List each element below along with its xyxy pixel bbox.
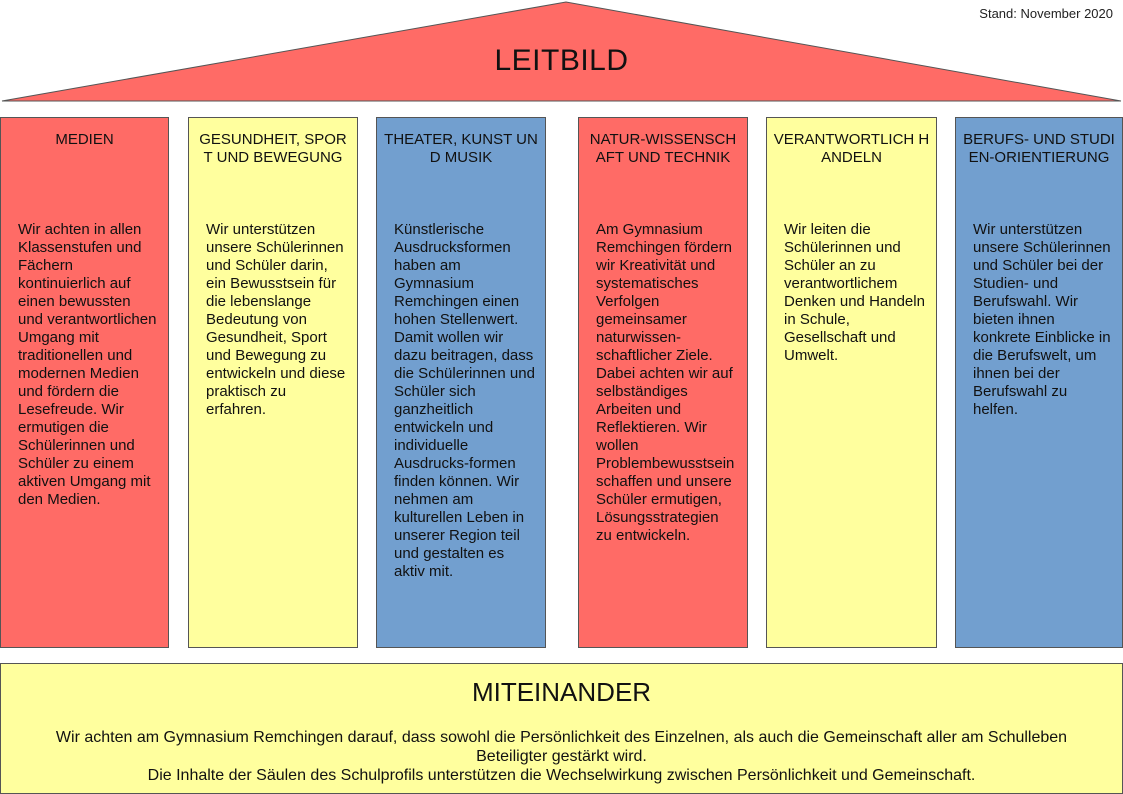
pillar-text: Wir achten in allen Klassenstufen und Fächern kontinuierlich auf einen bewussten und verantwortlichen Umgang mit traditionellen und modernen Medien und fördern die Lesefreude. Wir ermutigen die Schülerinnen und Schüler zu einem aktiven Umgang mit den Medien. <box>18 221 157 508</box>
pillar-text: Am Gymnasium Remchingen fördern wir Kreativität und systematisches Verfolgen gemeinsamer naturwissen-schaftlicher Ziele. Dabei achten wir auf selbständiges Arbeiten und Reflektieren. Wir wollen Problembewusstsein schaffen und unsere Schüler ermutigen, Lösungsstrategien zu entwickeln. <box>596 221 735 544</box>
pillar-medien <box>0 117 169 648</box>
base-line-2: Die Inhalte der Säulen des Schulprofils unterstützen die Wechselwirkung zwischen Persönlichkeit und Gemeinschaft. <box>147 767 976 784</box>
base-text <box>41 728 1082 785</box>
roof-title: LEITBILD <box>494 44 629 77</box>
base-line-1: Wir achten am Gymnasium Remchingen darauf, dass sowohl die Persönlichkeit des Einzelnen, als auch die Gemeinschaft aller am Schulleben Beteiligter gestärkt wird. <box>55 729 1068 765</box>
pillar-text: Wir leiten die Schülerinnen und Schüler an zu verantwortlichem Denken und Handeln in Schule, Gesellschaft und Umwelt. <box>784 221 925 364</box>
pillar-verantwortlich <box>766 117 937 648</box>
pillar-title: THEATER, KUNST UND MUSIK <box>384 131 538 166</box>
stand-date: Stand: November 2020 <box>979 6 1113 21</box>
pillar-title: NATUR-WISSENSCHAFT UND TECHNIK <box>589 131 737 166</box>
base-title: MITEINANDER <box>471 677 652 707</box>
pillar-title: VERANTWORTLICH HANDELN <box>773 131 930 166</box>
pillar-berufsorientierung <box>955 117 1123 648</box>
pillar-gesundheit <box>188 117 358 648</box>
pillar-text: Wir unterstützen unsere Schülerinnen und Schüler darin, ein Bewusstsein für die lebenslange Bedeutung von Gesundheit, Sport und Bewegung zu entwickeln und diese praktisch zu erfahren. <box>206 221 346 418</box>
pillar-naturwissenschaft <box>578 117 748 648</box>
pillar-theater <box>376 117 546 648</box>
pillar-title: BERUFS- UND STUDIEN-ORIENTIERUNG <box>963 131 1115 166</box>
pillar-text: Künstlerische Ausdrucksformen haben am Gymnasium Remchingen einen hohen Stellenwert. Damit wollen wir dazu beitragen, dass die Schülerinnen und Schüler sich ganzheitlich entwickeln und individuelle Ausdrucks-formen finden können. Wir nehmen am kulturellen Leben in unserer Region teil und gestalten es aktiv mit. <box>394 221 535 580</box>
pillar-title: MEDIEN <box>55 131 114 148</box>
pillar-text: Wir unterstützen unsere Schülerinnen und Schüler bei der Studien- und Berufswahl. Wir bieten ihnen konkrete Einblicke in die Berufswelt, um ihnen bei der Berufswahl zu helfen. <box>973 221 1111 418</box>
base-miteinander <box>0 663 1123 794</box>
pillar-title: GESUNDHEIT, SPORT UND BEWEGUNG <box>199 131 347 166</box>
